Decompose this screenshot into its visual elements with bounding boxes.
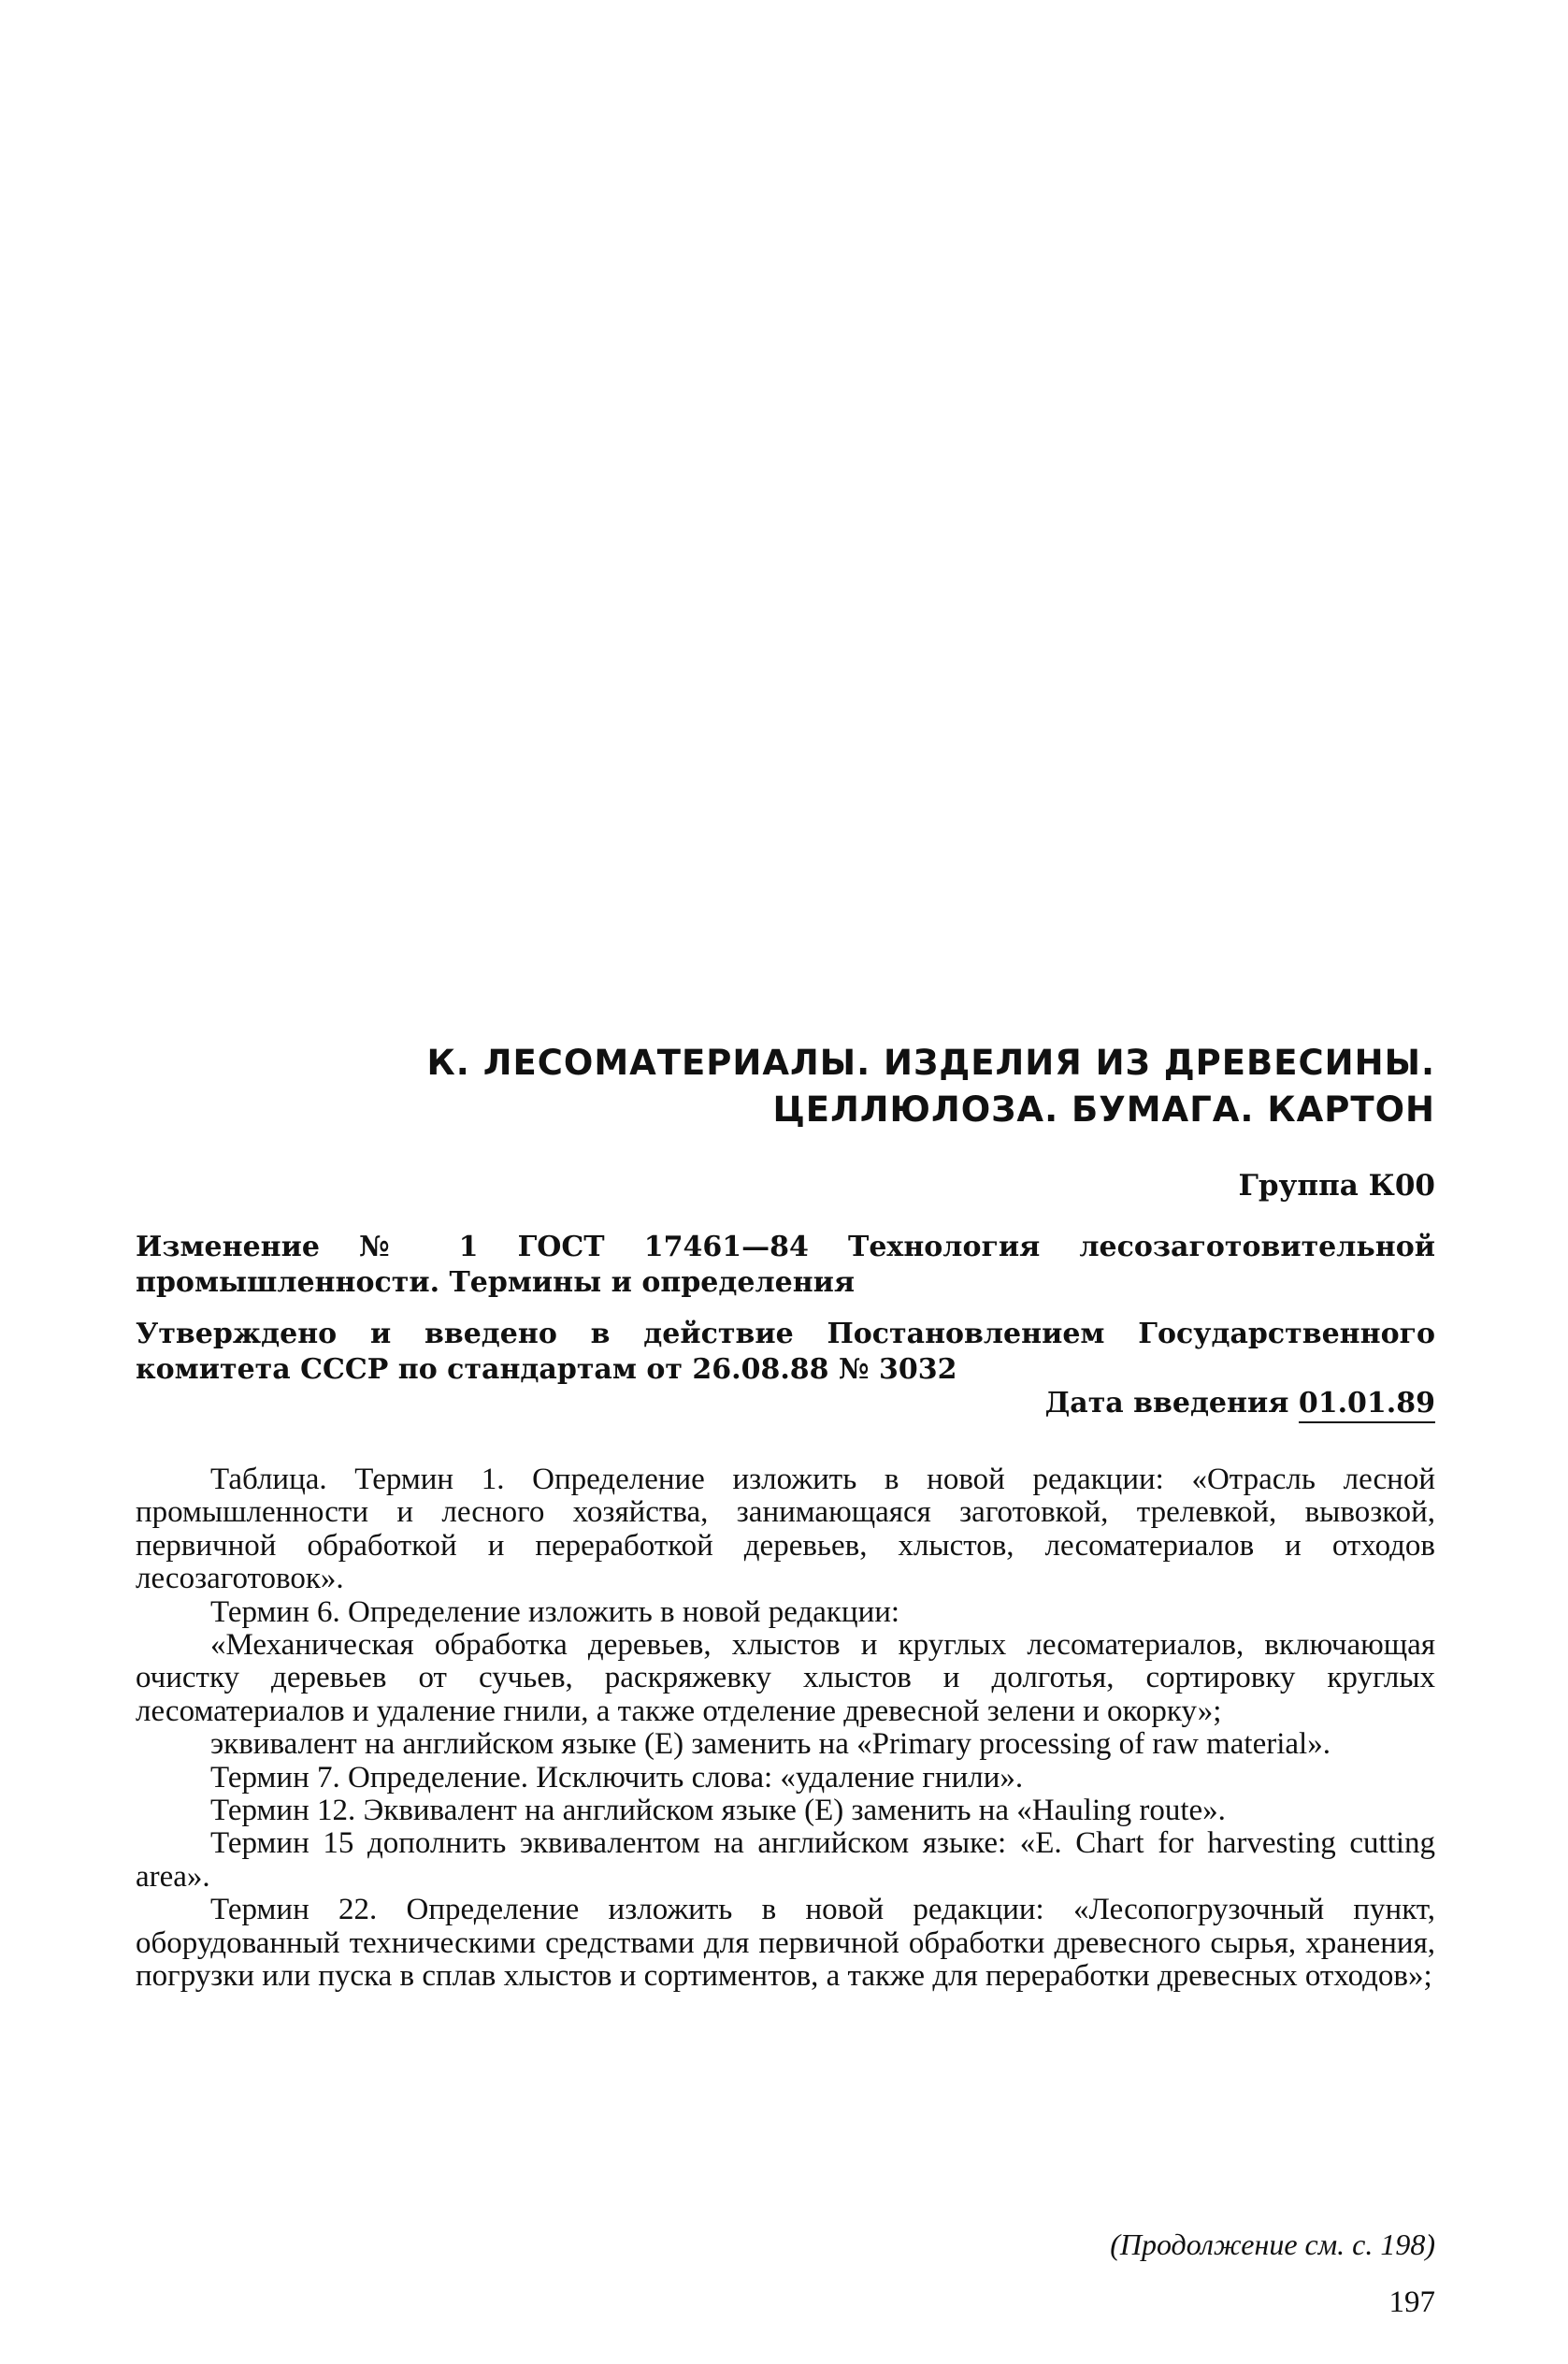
paragraph: Термин 6. Определение изложить в новой редакции: [210, 1594, 900, 1629]
paragraph: Термин 12. Эквивалент на английском языке (E) заменить на «Hauling route». [210, 1794, 1226, 1828]
section-heading-line-2: ЦЕЛЛЮЛОЗА. БУМАГА. КАРТОН [772, 1089, 1435, 1130]
approval-statement: Утверждено и введено в действие Постановлением Государственного комитета СССР по стандартам от 26.08.88 № 3032 [136, 1318, 1435, 1386]
introduction-date-value: 01.01.89 [1299, 1387, 1435, 1423]
page-number: 197 [1388, 2285, 1435, 2319]
section-heading [427, 1040, 1435, 1133]
introduction-date-label: Дата введения [1044, 1387, 1289, 1420]
paragraph: «Механическая обработка деревьев, хлыстов и круглых лесоматериалов, включающая очистку деревьев от сучьев, раскряжевку хлыстов и долготья, сортировку круглых лесоматериалов и удаление гнили, а также отделение древесной зелени и окорку»; [136, 1628, 1435, 1728]
paragraph: эквивалент на английском языке (E) заменить на «Primary processing of raw material». [210, 1727, 1331, 1762]
paragraph: Термин 22. Определение изложить в новой редакции: «Лесопогрузочный пункт, оборудованный техническими средствами для первичной обработки древесного сырья, хранения, погрузки или пуска в сплав хлыстов и сортиментов, а также для переработки древесных отходов»; [136, 1893, 1435, 1994]
change-title: Изменение № 1 ГОСТ 17461—84 Технология лесозаготовительной промышленности. Термины и определения [136, 1231, 1435, 1299]
document-page [136, 0, 1435, 2364]
paragraph: Таблица. Термин 1. Определение изложить в новой редакции: «Отрасль лесной промышленности и лесного хозяйства, занимающаяся заготовкой, трелевкой, вывозкой, первичной обработкой и переработкой деревьев, хлыстов, лесоматериалов и отходов лесозаготовок». [136, 1463, 1435, 1596]
body-text [136, 1463, 1435, 1994]
group-code: Группа К00 [1238, 1169, 1435, 1203]
introduction-date [1045, 1386, 1435, 1421]
paragraph: Термин 7. Определение. Исключить слова: «удаление гнили». [210, 1760, 1024, 1795]
paragraph: Термин 15 дополнить эквивалентом на английском языке: «E. Chart for harvesting cutting area». [136, 1826, 1435, 1894]
section-heading-line-1: К. ЛЕСОМАТЕРИАЛЫ. ИЗДЕЛИЯ ИЗ ДРЕВЕСИНЫ. [426, 1043, 1435, 1083]
continuation-note: (Продолжение см. с. 198) [1110, 2227, 1435, 2261]
